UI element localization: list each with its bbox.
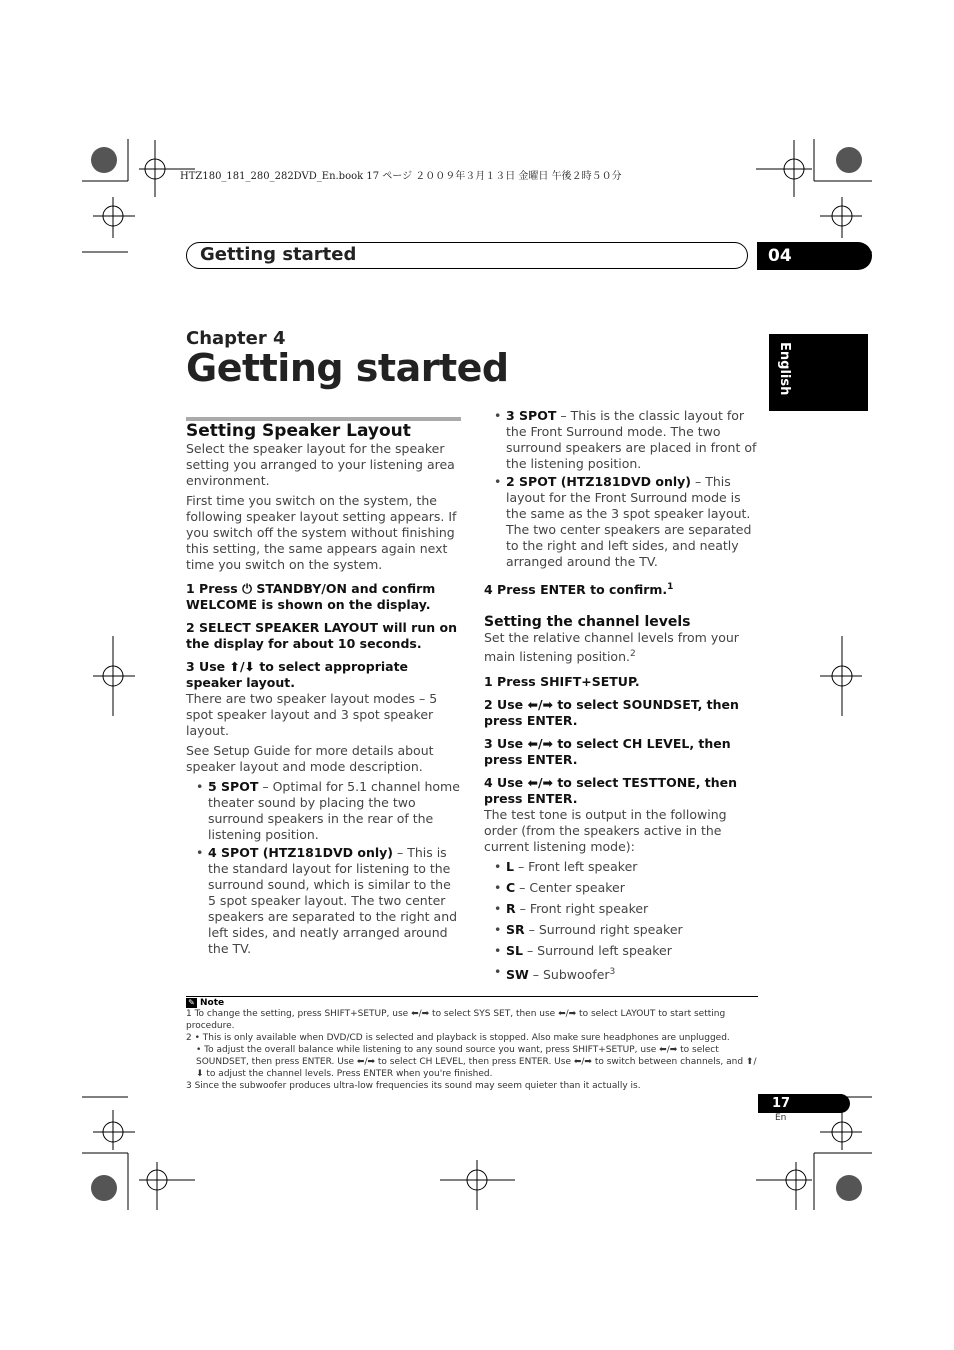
- channel-key: C: [506, 880, 516, 896]
- footnote-3: 3 Since the subwoofer produces ultra-low frequencies its sound may seem quieter than it actually is.: [186, 1081, 641, 1091]
- book-info: HTZ180_181_280_282DVD_En.book 17 ページ ２００９年３月１３日 金曜日 午後２時５０分: [180, 171, 622, 182]
- bullet-text: – Optimal for 5.1 channel home theater sound by placing the two surround speakers in the rear of the listening position.: [208, 779, 460, 842]
- page-language: En: [775, 1113, 787, 1123]
- page-number: 17: [758, 1094, 850, 1113]
- list-item: • 5 SPOT – Optimal for 5.1 channel home theater sound by placing the two surround speakers in the rear of the listening position.: [196, 779, 460, 842]
- chapter-label: Chapter 4: [186, 328, 286, 349]
- channel-desc: – Subwoofer: [528, 967, 610, 983]
- bullet-text: – This is the classic layout for the Front Surround mode. The two surround speakers are placed in front of the listening position.: [506, 408, 757, 471]
- channel-key: SL: [506, 943, 523, 959]
- step-4-text: 4 Press ENTER to confirm.: [484, 582, 668, 598]
- language-tab: [769, 334, 868, 411]
- step-3-text: See Setup Guide for more details about speaker layout and mode description.: [186, 743, 434, 774]
- step-4: [484, 579, 758, 598]
- list-item: • L – Front left speaker: [494, 859, 638, 875]
- note-icon: ✎: [186, 998, 197, 1008]
- chapter-title: Getting started: [186, 346, 509, 390]
- note-header: [186, 998, 758, 1008]
- footnote-ref: 3: [609, 967, 616, 978]
- intro-paragraph: Select the speaker layout for the speaker setting you arranged to your listening area environment.: [186, 441, 455, 488]
- section-heading: Setting Speaker Layout: [186, 421, 411, 441]
- list-item: • 4 SPOT (HTZ181DVD only) – This is the standard layout for listening to the surround sound, which is similar to the 5 spot speaker layout. The two center speakers are separated to the right and left sides, and neatly arranged around the TV.: [196, 845, 458, 956]
- channel-desc: – Surround left speaker: [522, 943, 672, 959]
- channel-desc: – Front right speaker: [515, 901, 649, 917]
- note-label: Note: [200, 998, 225, 1008]
- channel-desc: – Center speaker: [515, 880, 625, 896]
- footnote-2b: • To adjust the overall balance while listening to any sound source you want, press SHIFT+SETUP, use ⬅/➡ to select SOUNDSET, then press ENTER. Use ⬅/➡ to select CH LEVEL, then press ENTER. Use ⬅/➡ to switch between channels, and ⬆/⬇ to adjust the channel levels. Press ENTER when you're finished.: [196, 1045, 757, 1079]
- step-3: 3 Use ⬆/⬇ to select appropriate speaker layout.: [186, 659, 409, 690]
- subsection-heading: Setting the channel levels: [484, 614, 691, 631]
- step-3-text: There are two speaker layout modes – 5 spot speaker layout and 3 spot speaker layout.: [186, 691, 438, 738]
- right-column: [484, 408, 758, 985]
- list-item: • R – Front right speaker: [494, 901, 649, 917]
- left-column: [186, 421, 462, 957]
- language-label: English: [777, 342, 792, 396]
- channel-key: L: [506, 859, 514, 875]
- bullet-label: 3 SPOT: [506, 408, 557, 423]
- footnote-rule: [186, 996, 758, 997]
- footnote-2a: 2 • This is only available when DVD/CD is selected and playback is stopped. Also make sure headphones are unplugged.: [186, 1033, 730, 1043]
- level-step-2: 2 Use ⬅/➡ to select SOUNDSET, then press ENTER.: [484, 697, 739, 729]
- footnote-ref: 2: [629, 649, 636, 660]
- intro-text: Set the relative channel levels from your main listening position.: [484, 630, 739, 665]
- list-item: • SL – Surround left speaker: [494, 943, 672, 959]
- list-item: • SW – Subwoofer$^3$: [494, 964, 616, 983]
- channel-key: R: [506, 901, 516, 917]
- channel-list: [484, 859, 758, 985]
- chapter-number: 04: [757, 242, 872, 270]
- bullet-text: – This is the standard layout for listening to the surround sound, which is similar to the 5 spot speaker layout. The two center speakers are separated to the right and left sides, and neatly arranged around the TV.: [208, 845, 458, 956]
- bullet-label: 4 SPOT (HTZ181DVD only): [208, 845, 393, 860]
- channel-key: SR: [506, 922, 525, 938]
- step-2: 2 SELECT SPEAKER LAYOUT will run on the display for about 10 seconds.: [186, 620, 457, 651]
- level-step-4-text: The test tone is output in the following order (from the speakers active in the current listening mode):: [484, 807, 727, 855]
- list-item: • SR – Surround right speaker: [494, 922, 683, 938]
- bullet-label: 2 SPOT (HTZ181DVD only): [506, 474, 691, 489]
- list-item: • C – Center speaker: [494, 880, 625, 896]
- subsection-intro: [484, 630, 758, 665]
- bullet-text: – This layout for the Front Surround mode is the same as the 3 spot speaker layout. The two center speakers are separated to the right and left sides, and neatly arranged around the TV.: [506, 474, 752, 569]
- footnotes: [186, 998, 758, 1092]
- list-item: • 2 SPOT (HTZ181DVD only) – This layout for the Front Surround mode is the same as the 3 spot speaker layout. The two center speakers are separated to the right and left sides, and neatly arranged around the TV.: [494, 474, 752, 569]
- channel-key: SW: [506, 967, 529, 983]
- level-step-3: 3 Use ⬅/➡ to select CH LEVEL, then press ENTER.: [484, 736, 731, 768]
- step-1: 1 Press ⏻ STANDBY/ON and confirm WELCOME is shown on the display.: [186, 581, 436, 612]
- channel-desc: – Front left speaker: [513, 859, 638, 875]
- footnote-1: 1 To change the setting, press SHIFT+SETUP, use ⬅/➡ to select SYS SET, then use ⬅/➡ to select LAYOUT to start setting procedure.: [186, 1009, 726, 1031]
- bullet-label: 5 SPOT: [208, 779, 259, 794]
- level-step-4: 4 Use ⬅/➡ to select TESTTONE, then press ENTER.: [484, 775, 738, 807]
- channel-desc: – Surround right speaker: [524, 922, 683, 938]
- intro-paragraph: First time you switch on the system, the following speaker layout setting appears. If you switch off the system without finishing this setting, the same appears again next time you switch on the system.: [186, 493, 457, 572]
- list-item: • 3 SPOT – This is the classic layout for the Front Surround mode. The two surround speakers are placed in front of the listening position.: [494, 408, 757, 471]
- level-step-1: 1 Press SHIFT+SETUP.: [484, 674, 640, 690]
- header-title: Getting started: [200, 244, 357, 265]
- footnote-ref: 1: [667, 582, 674, 592]
